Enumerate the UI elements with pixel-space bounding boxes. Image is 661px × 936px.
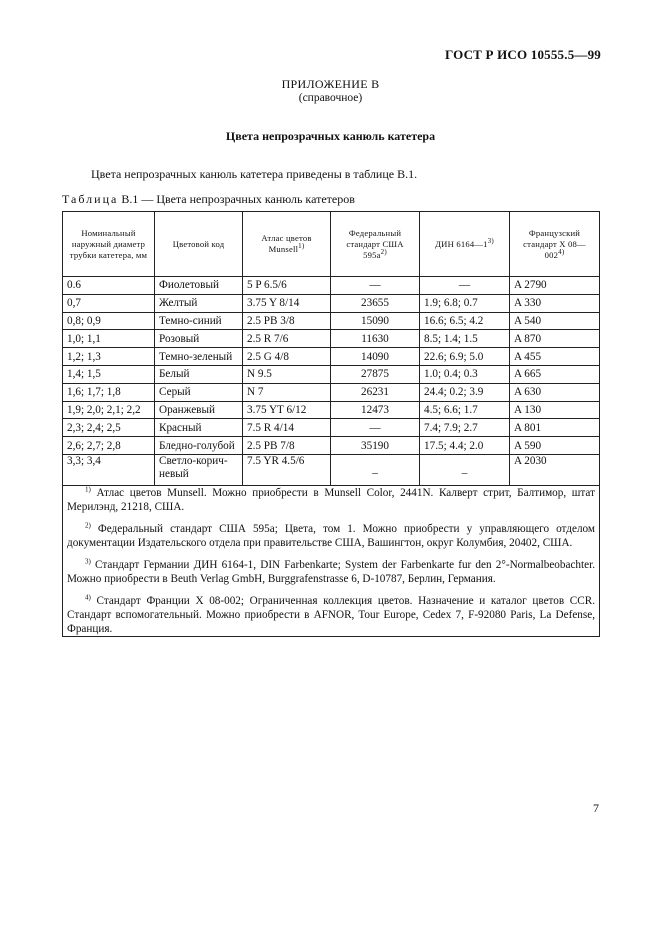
table-cell: 1,0; 1,1 (63, 330, 155, 348)
table-row (63, 277, 600, 295)
intro-paragraph: Цвета непрозрачных канюль катетера приведены в таблице В.1. (91, 167, 418, 181)
table-row (63, 383, 600, 401)
table-cell: A 330 (510, 294, 600, 312)
table-cell: _ (420, 454, 510, 485)
table-cell: 8.5; 1.4; 1.5 (420, 330, 510, 348)
table-row (63, 312, 600, 330)
section-title: Цвета непрозрачных канюль катетера (225, 129, 436, 143)
table-cell: 22.6; 6.9; 5.0 (420, 348, 510, 366)
table-cell: _ (331, 454, 420, 485)
table-cell: 2.5 R 7/6 (243, 330, 331, 348)
table-cell: 23655 (331, 294, 420, 312)
table-cell: A 801 (510, 419, 600, 437)
table-cell: 15090 (331, 312, 420, 330)
table-cell: A 870 (510, 330, 600, 348)
document-code: ГОСТ Р ИСО 10555.5—99 (444, 47, 601, 62)
table-caption (62, 192, 355, 207)
table-cell: Серый (155, 383, 243, 401)
table-cell: 0,7 (63, 294, 155, 312)
table-cell: Темно-зеленый (155, 348, 243, 366)
table-cell: 2.5 G 4/8 (243, 348, 331, 366)
colors-table (62, 211, 600, 637)
table-cell: 5 P 6.5/6 (243, 277, 331, 295)
footnotes-cell (63, 485, 600, 636)
footnote: $^{4)}$ Стандарт Франции Х 08-002; Ограниченная коллекция цветов. Назначение и каталог цветов CCR. Стандарт вспомогательный. Можно приобрести в AFNOR, Tour Europe, Cedex 7, F-92080 Paris, La Defense, Франция. (67, 593, 595, 635)
table-cell: N 9.5 (243, 365, 331, 383)
table-cell: 3.75 Y 8/14 (243, 294, 331, 312)
table-row (63, 348, 600, 366)
table-cell: 2.5 PB 3/8 (243, 312, 331, 330)
table-cell: 0,8; 0,9 (63, 312, 155, 330)
table-cell: Красный (155, 419, 243, 437)
table-cell: A 2030 (510, 454, 600, 485)
table-cell: Темно-синий (155, 312, 243, 330)
header-cell: Номинальный наружный диаметр трубки катетера, мм (63, 212, 155, 277)
appendix-title: ПРИЛОЖЕНИЕ В (281, 77, 380, 91)
table-cell: Светло-корич-невый (155, 454, 243, 485)
footnote: $^{2)}$ Федеральный стандарт США 595а; Цвета, том 1. Можно приобрести у управляющего отделом документации Издательского отдела при правительстве США, Вашингтон, округ Колумбия, 20402, США. (67, 521, 595, 549)
footnote: $^{3)}$ Стандарт Германии ДИН 6164-1, DIN Farbenkarte; System der Farbenkarte fur den 2°-Normalbeobachter. Можно приобрести в Beuth Verlag GmbH, Burggrafenstrasse 6, D-10787, Берлин, Германия. (67, 557, 595, 585)
header-cell: ДИН 6164—1$^{3)}$ (420, 212, 510, 277)
table-row (63, 437, 600, 455)
table-cell: Фиолетовый (155, 277, 243, 295)
table-cell: A 2790 (510, 277, 600, 295)
header-cell: Французский стандарт Х 08—002$^{4)}$ (510, 212, 600, 277)
page-number: 7 (593, 801, 599, 815)
table-cell: Бледно-голубой (155, 437, 243, 455)
table-cell: A 130 (510, 401, 600, 419)
table-cell: Желтый (155, 294, 243, 312)
table-row (63, 419, 600, 437)
table-row (63, 294, 600, 312)
table-cell: 2,6; 2,7; 2,8 (63, 437, 155, 455)
table-cell: 3,3; 3,4 (63, 454, 155, 485)
table-cell: — (331, 419, 420, 437)
table-cell: Розовый (155, 330, 243, 348)
table-row (63, 401, 600, 419)
table-cell: Оранжевый (155, 401, 243, 419)
table-cell: A 540 (510, 312, 600, 330)
appendix-note: (справочное) (298, 92, 363, 104)
table-row (63, 365, 600, 383)
table-cell: A 455 (510, 348, 600, 366)
table-row (63, 454, 600, 485)
table-cell: 7.5 YR 4.5/6 (243, 454, 331, 485)
table-cell: 7.4; 7.9; 2.7 (420, 419, 510, 437)
table-cell: 1,4; 1,5 (63, 365, 155, 383)
table-cell: 1,2; 1,3 (63, 348, 155, 366)
header-cell: Цветовой код (155, 212, 243, 277)
table-caption-label: Таблица (62, 192, 119, 206)
table-cell: — (420, 277, 510, 295)
table-cell: A 590 (510, 437, 600, 455)
table-cell: 7.5 R 4/14 (243, 419, 331, 437)
table-caption-text: В.1 — Цвета непрозрачных канюль катетеров (118, 192, 355, 206)
table-cell: 17.5; 4.4; 2.0 (420, 437, 510, 455)
table-cell: 1,6; 1,7; 1,8 (63, 383, 155, 401)
table-cell: 12473 (331, 401, 420, 419)
table-cell: 2,3; 2,4; 2,5 (63, 419, 155, 437)
table-cell: 4.5; 6.6; 1.7 (420, 401, 510, 419)
table-header-row (63, 212, 600, 277)
table-row (63, 330, 600, 348)
table-cell: 16.6; 6.5; 4.2 (420, 312, 510, 330)
table-cell: A 665 (510, 365, 600, 383)
table-cell: 27875 (331, 365, 420, 383)
header-cell: Атлас цветов Munsell$^{1)}$ (243, 212, 331, 277)
table-cell: 1.0; 0.4; 0.3 (420, 365, 510, 383)
header-cell: Федеральный стандарт США $595а^{2)}$ (331, 212, 420, 277)
table-cell: 24.4; 0.2; 3.9 (420, 383, 510, 401)
table-cell: 35190 (331, 437, 420, 455)
table-cell: 1.9; 6.8; 0.7 (420, 294, 510, 312)
table-cell: A 630 (510, 383, 600, 401)
table-cell: — (331, 277, 420, 295)
table-cell: 11630 (331, 330, 420, 348)
table-cell: 26231 (331, 383, 420, 401)
table-cell: 1,9; 2,0; 2,1; 2,2 (63, 401, 155, 419)
table-cell: 3.75 YT 6/12 (243, 401, 331, 419)
table-cell: 2.5 PB 7/8 (243, 437, 331, 455)
table-cell: N 7 (243, 383, 331, 401)
footnote: $^{1)}$ Атлас цветов Munsell. Можно приобрести в Munsell Color, 2441N. Калверт стрит, Балтимор, штат Мерилэнд, 21218, США. (67, 485, 595, 513)
table-cell: Белый (155, 365, 243, 383)
footnotes-row (63, 485, 600, 636)
table-cell: 14090 (331, 348, 420, 366)
table-cell: 0.6 (63, 277, 155, 295)
